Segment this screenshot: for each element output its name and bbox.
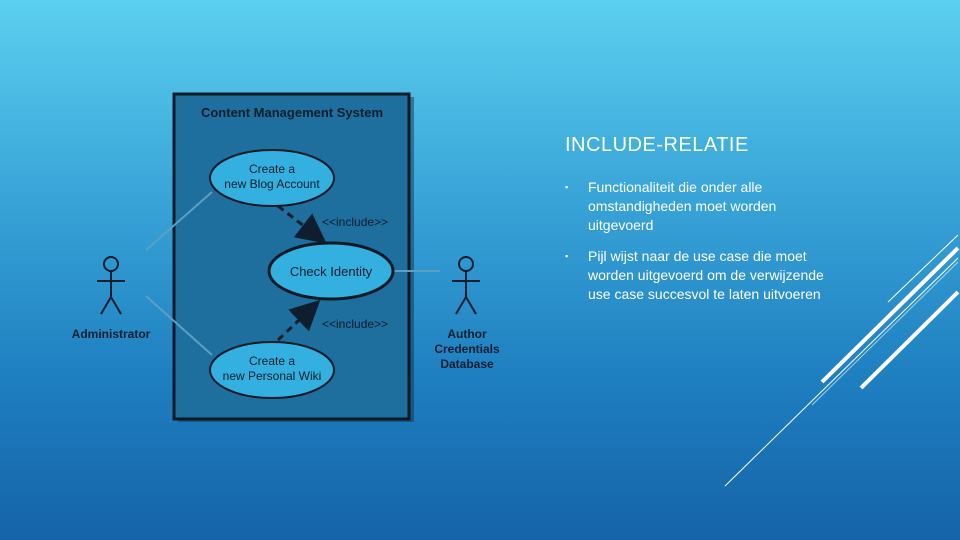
database-label-line1: Author [447,327,487,341]
administrator-head [104,257,118,271]
system-title: Content Management System [200,105,384,120]
use-case-blog-account-line1: Create a [248,162,296,176]
use-case-blog-account-line2: new Blog Account [224,177,320,191]
use-case-personal-wiki-line1: Create a [248,354,296,368]
slide-title: INCLUDE-RELATIE [565,134,749,156]
database-label-line3: Database [440,357,494,371]
bullet-text: Pijl wijst naar de use case die moet worden uitgevoerd om de verwijzende use case succesvol te laten uitvoeren [588,248,824,302]
bullet-list [565,178,845,316]
administrator-left-leg [101,297,111,314]
database-right-leg [466,297,476,314]
bullet-text: Functionaliteit die onder alle omstandigheden moet worden uitgevoerd [588,179,777,233]
include-label-wiki: <<include>> [322,317,389,331]
include-label-blog: <<include>> [322,215,389,229]
use-case-check-identity-label: Check Identity [289,264,373,279]
administrator-right-leg [111,297,121,314]
bullet-item [565,247,845,304]
database-label-line2: Credentials [434,342,500,356]
database-head [459,257,473,271]
use-case-personal-wiki-line2: new Personal Wiki [222,369,322,383]
bullet-marker: ▪ [565,182,569,192]
bullet-item [565,178,845,235]
database-left-leg [456,297,466,314]
bullet-marker: ▪ [565,251,569,261]
administrator-label: Administrator [71,327,151,341]
administrator-actor [97,257,125,314]
database-actor [452,257,480,314]
